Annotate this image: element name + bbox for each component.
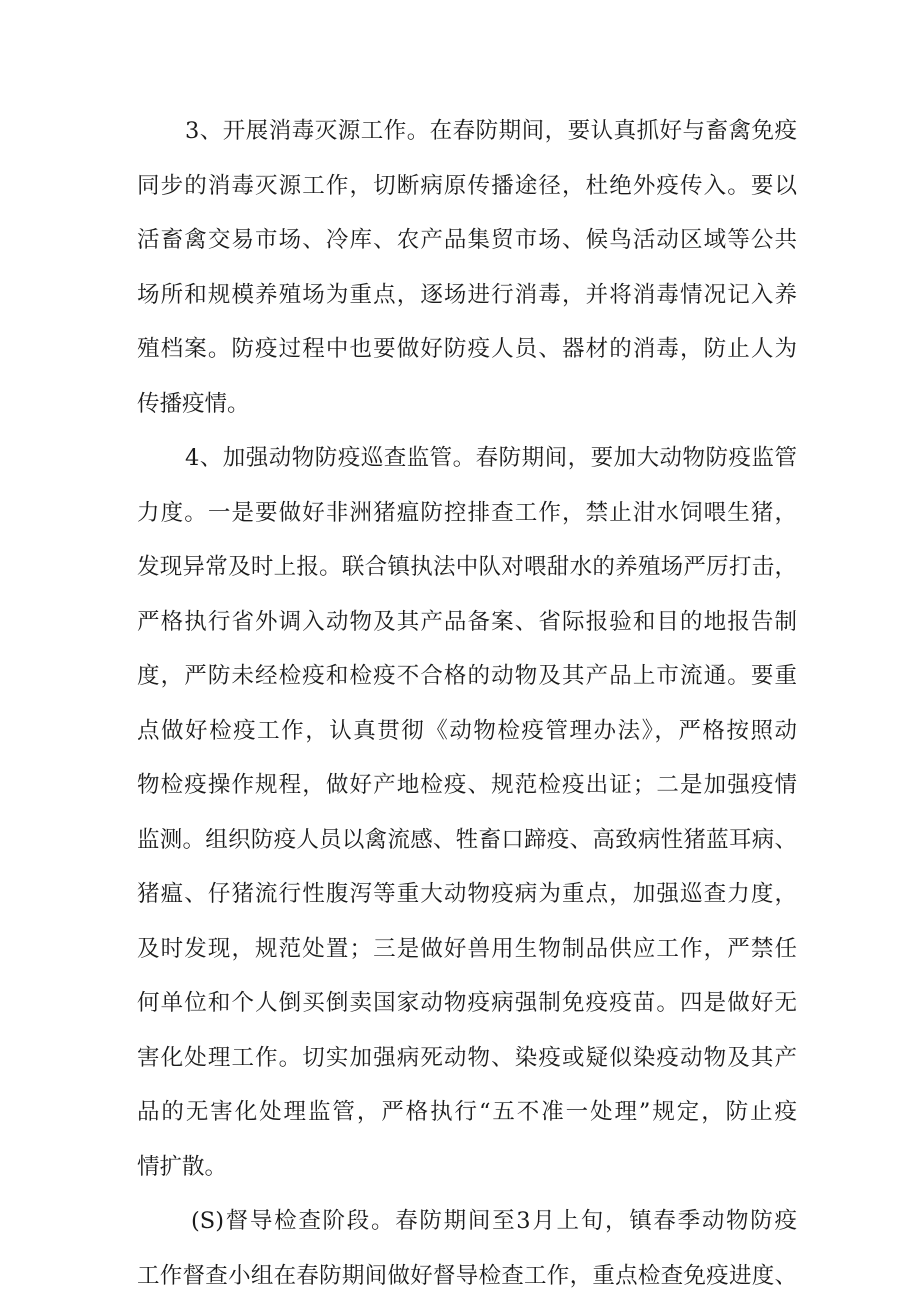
paragraph-line: 猪瘟、仔猪流行性腹泻等重大动物疫病为重点，加强巡查力度， [137, 867, 797, 922]
paragraph-line: 场所和规模养殖场为重点，逐场进行消毒，并将消毒情况记入养 [137, 268, 797, 323]
paragraph-line: 点做好检疫工作，认真贯彻《动物检疫管理办法》，严格按照动 [137, 704, 797, 759]
paragraph-line: 害化处理工作。切实加强病死动物、染疫或疑似染疫动物及其产 [137, 1031, 797, 1086]
document-body [137, 104, 797, 1303]
paragraph-line: 力度。一是要做好非洲猪瘟防控排查工作，禁止泔水饲喂生猪， [137, 486, 797, 541]
paragraph-line: 情扩散。 [137, 1140, 797, 1195]
paragraph-line: 严格执行省外调入动物及其产品备案、省际报验和目的地报告制 [137, 595, 797, 650]
paragraph-line: 品的无害化处理监管，严格执行“五不准一处理”规定，防止疫 [137, 1085, 797, 1140]
paragraph-line: 物检疫操作规程，做好产地检疫、规范检疫出证；二是加强疫情 [137, 758, 797, 813]
paragraph-line: 活畜禽交易市场、冷库、农产品集贸市场、候鸟活动区域等公共 [137, 213, 797, 268]
paragraph-line: 及时发现，规范处置；三是做好兽用生物制品供应工作，严禁任 [137, 922, 797, 977]
paragraph-disinfection [137, 104, 797, 431]
paragraph-line: (S)督导检查阶段。春防期间至3月上旬，镇春季动物防疫 [137, 1194, 797, 1249]
paragraph-line: 度，严防未经检疫和检疫不合格的动物及其产品上市流通。要重 [137, 649, 797, 704]
paragraph-line: 同步的消毒灭源工作，切断病原传播途径，杜绝外疫传入。要以 [137, 159, 797, 214]
paragraph-line: 3、开展消毒灭源工作。在春防期间，要认真抓好与畜禽免疫 [137, 104, 797, 159]
paragraph-line: 何单位和个人倒买倒卖国家动物疫病强制免疫疫苗。四是做好无 [137, 976, 797, 1031]
paragraph-line: 传播疫情。 [137, 377, 797, 432]
paragraph-line: 殖档案。防疫过程中也要做好防疫人员、器材的消毒，防止人为 [137, 322, 797, 377]
paragraph-line: 监测。组织防疫人员以禽流感、牲畜口蹄疫、高致病性猪蓝耳病、 [137, 813, 797, 868]
paragraph-line: 4、加强动物防疫巡查监管。春防期间，要加大动物防疫监管 [137, 431, 797, 486]
paragraph-line: 发现异常及时上报。联合镇执法中队对喂甜水的养殖场严厉打击， [137, 540, 797, 595]
paragraph-supervision [137, 1194, 797, 1303]
paragraph-inspection [137, 431, 797, 1194]
paragraph-line: 工作督查小组在春防期间做好督导检查工作，重点检查免疫进度、 [137, 1249, 797, 1303]
